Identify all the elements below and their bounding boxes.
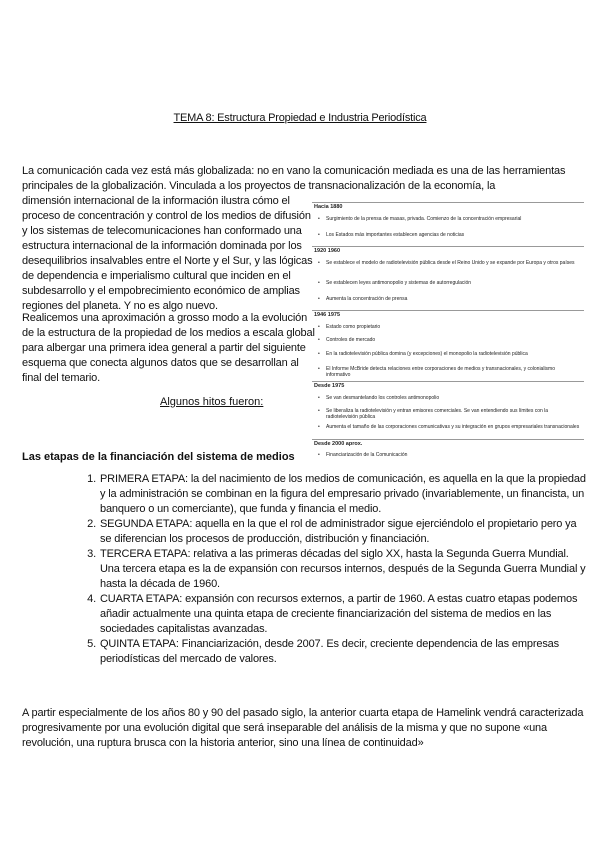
bullet-icon: • — [318, 452, 320, 458]
timeline-divider — [312, 202, 584, 203]
timeline-item: • En la radiotelevisión pública domina (y excepciones) el monopolio la radiotelevisión pública — [318, 351, 528, 357]
milestones-caption: Algunos hitos fueron: — [160, 396, 264, 408]
stage-item: 3. TERCERA ETAPA: relativa a las primeras décadas del siglo XX, hasta la Segunda Guerra Mundial. Una tercera etapa es la de expansión con recursos internos, después de la Segunda Guerra Mundial y hasta la década de 1960. — [87, 548, 586, 590]
timeline-period-label: 1920 1960 — [314, 248, 340, 254]
timeline-item: • Se van desmantelando los controles antimonopolio — [318, 395, 440, 401]
timeline-divider — [312, 310, 584, 311]
bullet-icon: • — [318, 324, 320, 330]
stages-list — [87, 472, 588, 667]
timeline-item: • Aumenta la concentración de prensa — [318, 296, 408, 302]
intro-paragraph-lead: La comunicación cada vez está más globalizada: no en vano la comunicación mediada es una de las herramientas principales de la globalización. Vinculada a los proyectos de transnacionalización de la economía, la — [22, 165, 566, 192]
bullet-icon: • — [318, 424, 320, 430]
timeline-item: • El Informe McBride detecta relaciones entre corporaciones de medios y transnacionales, y colonialismo informativo — [318, 366, 556, 378]
timeline-item: • Se liberaliza la radiotelevisión y entran emisores comerciales. Se van entendiendo sus límites con la radiotelevisión pública — [318, 408, 549, 420]
timeline-item: • Financiarización de la Comunicación — [318, 452, 408, 458]
section-heading: Las etapas de la financiación del sistema de medios — [22, 451, 295, 463]
page-title: TEMA 8: Estructura Propiedad e Industria Periodística — [173, 112, 427, 124]
timeline-divider — [312, 381, 584, 382]
stage-item: 5. QUINTA ETAPA: Financiarización, desde 2007. Es decir, creciente dependencia de las empresas periodísticas del mercado de valores. — [87, 638, 559, 665]
timeline-period-label: Hacia 1880 — [314, 204, 343, 210]
bullet-icon: • — [318, 395, 320, 401]
bullet-icon: • — [318, 232, 320, 238]
bullet-icon: • — [318, 366, 320, 372]
timeline-item: • Surgimiento de la prensa de masas, privada. Comienzo de la concentración empresarial — [318, 216, 522, 222]
stage-item: 1. PRIMERA ETAPA: la del nacimiento de los medios de comunicación, es aquella en la que la propiedad y la administración se combinan en la figura del empresario privado (invariablemente, un financista, un banquero o un comerciante), que funda y financia el medio. — [87, 473, 586, 515]
bullet-icon: • — [318, 296, 320, 302]
timeline-item: • Aumenta el tamaño de las corporaciones comunicativas y su integración en grupos empresariales transnacionales — [318, 424, 580, 430]
timeline-item: • Los Estados más importantes establecen agencias de noticias — [318, 232, 465, 238]
intro-paragraph-wrapped: dimensión internacional de la información ilustra cómo el proceso de concentración y control de los medios de difusión y los sistemas de telecomunicaciones han conformado una estructura internacional de la información dominada por los desequilibrios insalvables entre el Norte y el Sur, y las lógicas de dependencia e imperialismo cultural que inciden en el subdesarrollo y el empobrecimiento económico de amplias regiones del planeta. Y no es algo nuevo. — [22, 195, 313, 312]
timeline-item: • Estado como propietario — [318, 324, 381, 330]
timeline-period-label: Desde 2000 aprox. — [314, 441, 363, 447]
digital-evolution-paragraph: A partir especialmente de los años 80 y 90 del pasado siglo, la anterior cuarta etapa de Hamelink vendrá caracterizada progresivamente por una evolución digital que será inseparable del análisis de la misma y que no supone «una revolución, una ruptura brusca con la historia anterior, sino una línea de continuidad» — [22, 707, 584, 749]
approximation-paragraph: Realicemos una aproximación a grosso modo a la evolución de la estructura de la propiedad de los medios a escala global para albergar una primera idea general a partir del siguiente esquema que conecta algunos datos que se desarrollan al final del temario. — [22, 312, 315, 384]
bullet-icon: • — [318, 216, 320, 222]
milestones-timeline-figure — [312, 202, 584, 460]
stage-item: 4. CUARTA ETAPA: expansión con recursos externos, a partir de 1960. A estas cuatro etapas podemos añadir actualmente una quinta etapa de creciente financiarización del sistema de medios en las sociedades capitalistas avanzadas. — [87, 593, 578, 635]
timeline-period-label: 1946 1975 — [314, 312, 340, 318]
timeline-divider — [312, 246, 584, 247]
timeline-period-label: Desde 1975 — [314, 383, 345, 389]
bullet-icon: • — [318, 280, 320, 286]
bullet-icon: • — [318, 337, 320, 343]
timeline-item: • Controles de mercado — [318, 337, 376, 343]
bullet-icon: • — [318, 260, 320, 266]
bullet-icon: • — [318, 408, 320, 414]
stage-item: 2. SEGUNDA ETAPA: aquella en la que el rol de administrador sigue ejerciéndolo el propietario pero ya se diferencian los procesos de producción, distribución y financiación. — [87, 518, 577, 545]
timeline-item: • Se establecen leyes antimonopolio y sistemas de autorregulación — [318, 280, 472, 286]
timeline-item: • Se establece el modelo de radiotelevisión pública desde el Reino Unido y se expande por Europa y otros países — [318, 260, 575, 266]
bullet-icon: • — [318, 351, 320, 357]
timeline-divider — [312, 439, 584, 440]
